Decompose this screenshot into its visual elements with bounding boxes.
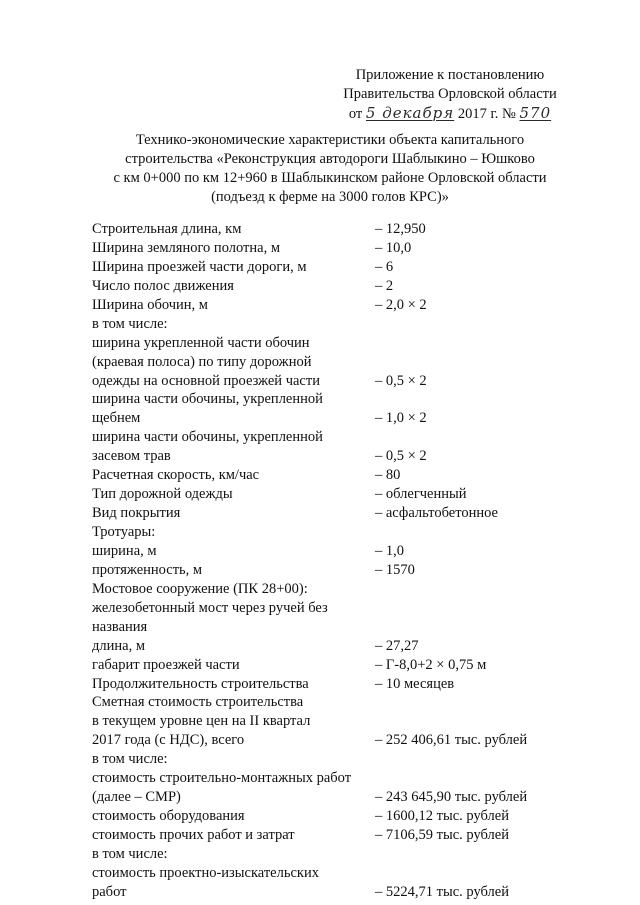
characteristic-label: Число полос движения (92, 277, 234, 294)
characteristic-row (92, 712, 572, 731)
characteristic-row (92, 277, 572, 296)
characteristic-label: длина, м (92, 637, 145, 654)
characteristic-row (92, 542, 572, 561)
characteristic-row (92, 580, 572, 599)
characteristic-row (92, 353, 572, 372)
characteristic-row (92, 807, 572, 826)
characteristic-row (92, 239, 572, 258)
document-title (95, 131, 565, 207)
characteristic-row (92, 845, 572, 864)
characteristic-label: Ширина земляного полотна, м (92, 239, 281, 256)
characteristic-row (92, 428, 572, 447)
appendix-line-1: Приложение к постановлению (355, 67, 545, 83)
appendix-line-2: Правительства Орловской области (343, 86, 557, 102)
characteristic-row (92, 883, 572, 902)
characteristic-label: стоимость оборудования (92, 808, 245, 825)
characteristic-label: Расчетная скорость, км/час (92, 467, 260, 484)
characteristic-value: – 80 (375, 467, 401, 484)
characteristic-row (92, 334, 572, 353)
characteristic-label: ширина части обочины, укрепленной (92, 391, 323, 408)
characteristic-label: железобетонный мост через ручей без (92, 599, 328, 616)
number-sign: № (502, 106, 516, 122)
characteristic-value: – асфальтобетонное (375, 505, 498, 522)
characteristic-value: – 0,5 × 2 (375, 448, 427, 465)
characteristic-label: 2017 года (с НДС), всего (92, 732, 245, 749)
characteristic-label: ширина укрепленной части обочин (92, 334, 310, 351)
characteristic-value: – 2,0 × 2 (375, 296, 427, 313)
characteristic-value: – 10,0 (375, 239, 412, 256)
characteristic-label: (далее – СМР) (92, 789, 181, 806)
characteristic-label: в том числе: (92, 751, 168, 768)
characteristic-label: Сметная стоимость строительства (92, 694, 304, 711)
title-line: Технико-экономические характеристики объекта капитального (135, 132, 525, 148)
characteristic-value: – 10 месяцев (375, 675, 455, 692)
characteristic-row (92, 656, 572, 675)
from-word: от (348, 106, 363, 122)
handwritten-number: 570 (519, 104, 552, 122)
characteristic-value: – 1,0 (375, 542, 404, 559)
characteristic-label: названия (92, 618, 148, 635)
characteristic-row (92, 504, 572, 523)
characteristic-label: в текущем уровне цен на II квартал (92, 713, 311, 730)
characteristic-value: – 12,950 (375, 221, 426, 237)
characteristic-label: Строительная длина, км (92, 221, 242, 237)
characteristic-row (92, 390, 572, 409)
characteristic-label: стоимость строительно-монтажных работ (92, 770, 352, 787)
characteristic-label: стоимость проектно-изыскательских (92, 864, 319, 881)
characteristic-value: – 252 406,61 тыс. рублей (375, 732, 528, 749)
decree-date-row (330, 104, 570, 124)
characteristics-list (92, 220, 572, 902)
characteristic-row (92, 599, 572, 618)
characteristic-label: (краевая полоса) по типу дорожной (92, 353, 312, 370)
characteristic-label: в том числе: (92, 845, 168, 862)
characteristic-label: ширина, м (92, 542, 157, 559)
characteristic-label: Мостовое сооружение (ПК 28+00): (92, 580, 308, 597)
characteristic-label: Ширина обочин, м (92, 296, 208, 313)
characteristic-value: – облегченный (375, 486, 467, 503)
characteristic-value: – 1600,12 тыс. рублей (375, 808, 509, 825)
characteristic-label: засевом трав (92, 448, 171, 465)
characteristic-label: одежды на основной проезжей части (92, 372, 320, 389)
characteristic-row (92, 523, 572, 542)
characteristic-value: – 2 (375, 277, 394, 294)
title-line: строительства «Реконструкция автодороги Шаблыкино – Юшково (125, 151, 535, 167)
characteristic-value: – Г-8,0+2 × 0,75 м (375, 656, 487, 673)
characteristic-label: стоимость прочих работ и затрат (92, 827, 295, 843)
characteristic-row (92, 826, 572, 845)
characteristic-value: – 243 645,90 тыс. рублей (375, 789, 528, 806)
characteristic-value: – 0,5 × 2 (375, 372, 427, 389)
handwritten-date: 5 декабря (365, 104, 455, 122)
characteristic-row (92, 637, 572, 656)
characteristic-label: Тип дорожной одежды (92, 486, 233, 503)
characteristic-row (92, 258, 572, 277)
characteristic-label: протяженность, м (92, 561, 203, 578)
characteristic-row (92, 788, 572, 807)
characteristic-value: – 1,0 × 2 (375, 410, 427, 427)
characteristic-value: – 7106,59 тыс. рублей (375, 827, 509, 843)
characteristic-label: габарит проезжей части (92, 656, 240, 673)
characteristic-value: – 1570 (375, 561, 415, 578)
characteristic-row (92, 466, 572, 485)
characteristic-label: Тротуары: (92, 524, 156, 540)
characteristic-label: щебнем (92, 410, 141, 427)
characteristic-row (92, 864, 572, 883)
characteristic-label: Продолжительность строительства (92, 675, 309, 692)
characteristic-label: в том числе: (92, 315, 168, 332)
characteristic-value: – 6 (375, 258, 394, 275)
characteristic-row (92, 447, 572, 466)
characteristic-row (92, 315, 572, 334)
characteristic-label: ширина части обочины, укрепленной (92, 429, 323, 446)
title-line: с км 0+000 по км 12+960 в Шаблыкинском районе Орловской области (113, 170, 547, 186)
characteristic-row (92, 296, 572, 315)
characteristic-row (92, 693, 572, 712)
characteristic-label: работ (92, 883, 127, 900)
characteristic-row (92, 750, 572, 769)
characteristic-label: Ширина проезжей части дороги, м (92, 258, 307, 275)
characteristic-row (92, 485, 572, 504)
characteristic-row (92, 675, 572, 694)
characteristic-row (92, 409, 572, 428)
characteristic-label: Вид покрытия (92, 505, 181, 522)
title-line: (подъезд к ферме на 3000 голов КРС)» (211, 189, 449, 205)
characteristic-value: – 5224,71 тыс. рублей (375, 883, 509, 900)
decree-year: 2017 г. (457, 106, 499, 122)
characteristic-row (92, 769, 572, 788)
characteristic-row (92, 618, 572, 637)
characteristic-row (92, 561, 572, 580)
appendix-header (330, 66, 570, 124)
characteristic-row (92, 372, 572, 391)
characteristic-value: – 27,27 (375, 637, 419, 654)
characteristic-row (92, 220, 572, 239)
characteristic-row (92, 731, 572, 750)
